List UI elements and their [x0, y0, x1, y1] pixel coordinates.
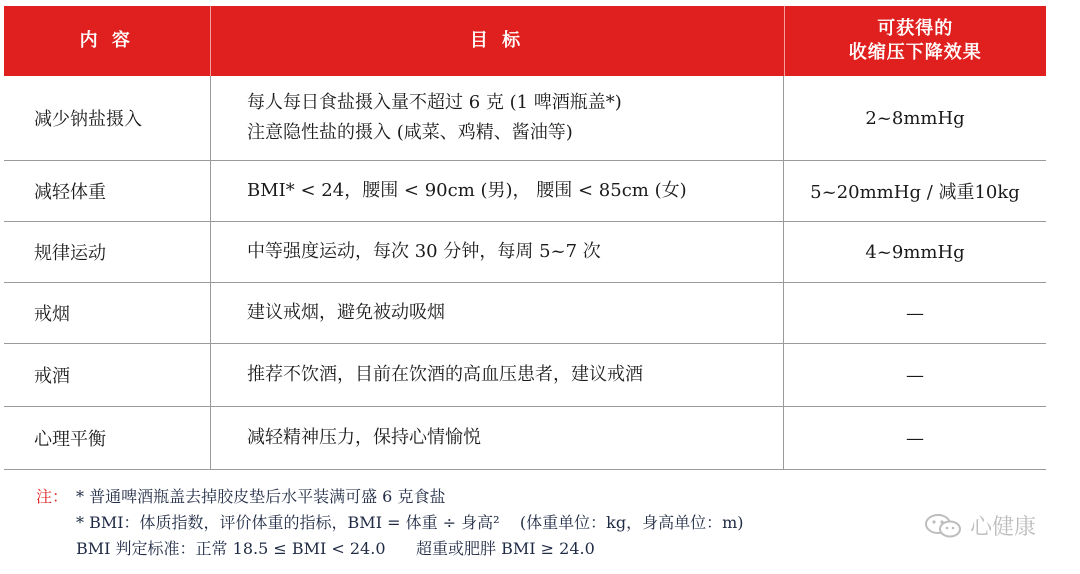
row-item: 减少钠盐摄入: [34, 109, 142, 130]
note-line: BMI 判定标准：正常 18.5 ≤ BMI < 24.0 超重或肥胖 BMI ≥ 24.0: [76, 539, 595, 558]
row-goal: [210, 161, 784, 221]
table-row: [4, 161, 1046, 222]
wechat-icon: [924, 513, 964, 539]
header-effect: 可获得的 收缩压下降效果: [848, 18, 982, 63]
footnotes: [36, 484, 744, 562]
table-header: [4, 6, 1046, 76]
watermark: [924, 510, 1036, 541]
header-content: 内 容: [79, 30, 134, 51]
goal-line: 中等强度运动，每次 30 分钟，每周 5~7 次: [247, 241, 601, 262]
row-goal: [210, 222, 784, 282]
goal-line: 注意隐性盐的摄入 (咸菜、鸡精、酱油等): [247, 122, 573, 143]
row-effect: 4~9mmHg: [865, 241, 965, 263]
goal-line: 每人每日食盐摄入量不超过 6 克 (1 啤酒瓶盖*): [247, 92, 622, 113]
goal-line: 推荐不饮酒，目前在饮酒的高血压患者，建议戒酒: [247, 364, 643, 385]
row-goal: [210, 283, 784, 343]
note-prefix: 注：: [36, 487, 69, 506]
row-goal: [210, 407, 784, 469]
table-row: [4, 76, 1046, 161]
note-line: * 普通啤酒瓶盖去掉胶皮垫后水平装满可盛 6 克食盐: [76, 487, 446, 506]
goal-line: BMI* < 24，腰围 < 90cm (男)， 腰围 < 85cm (女): [247, 180, 687, 201]
table-row: [4, 222, 1046, 283]
row-effect: 5~20mmHg / 减重10kg: [810, 182, 1020, 203]
table-row: [4, 344, 1046, 407]
row-effect: —: [906, 302, 924, 324]
row-item: 戒烟: [34, 304, 70, 325]
goal-line: 建议戒烟，避免被动吸烟: [247, 302, 445, 323]
row-item: 戒酒: [34, 366, 70, 387]
row-effect: —: [906, 427, 924, 449]
row-item: 规律运动: [34, 243, 106, 264]
goal-line: 减轻精神压力，保持心情愉悦: [247, 427, 481, 448]
row-goal: [210, 76, 784, 160]
watermark-text: 心健康: [970, 515, 1037, 540]
header-goal: 目 标: [210, 6, 785, 76]
lifestyle-table: [4, 6, 1046, 470]
row-effect: 2~8mmHg: [865, 107, 965, 129]
row-effect: —: [906, 364, 924, 386]
row-item: 心理平衡: [34, 429, 106, 450]
note-line: * BMI：体质指数，评价体重的指标，BMI = 体重 ÷ 身高² (体重单位：kg，身高单位：m): [76, 513, 744, 532]
table-row: [4, 407, 1046, 470]
row-item: 减轻体重: [34, 182, 106, 203]
row-goal: [210, 344, 784, 406]
table-row: [4, 283, 1046, 344]
